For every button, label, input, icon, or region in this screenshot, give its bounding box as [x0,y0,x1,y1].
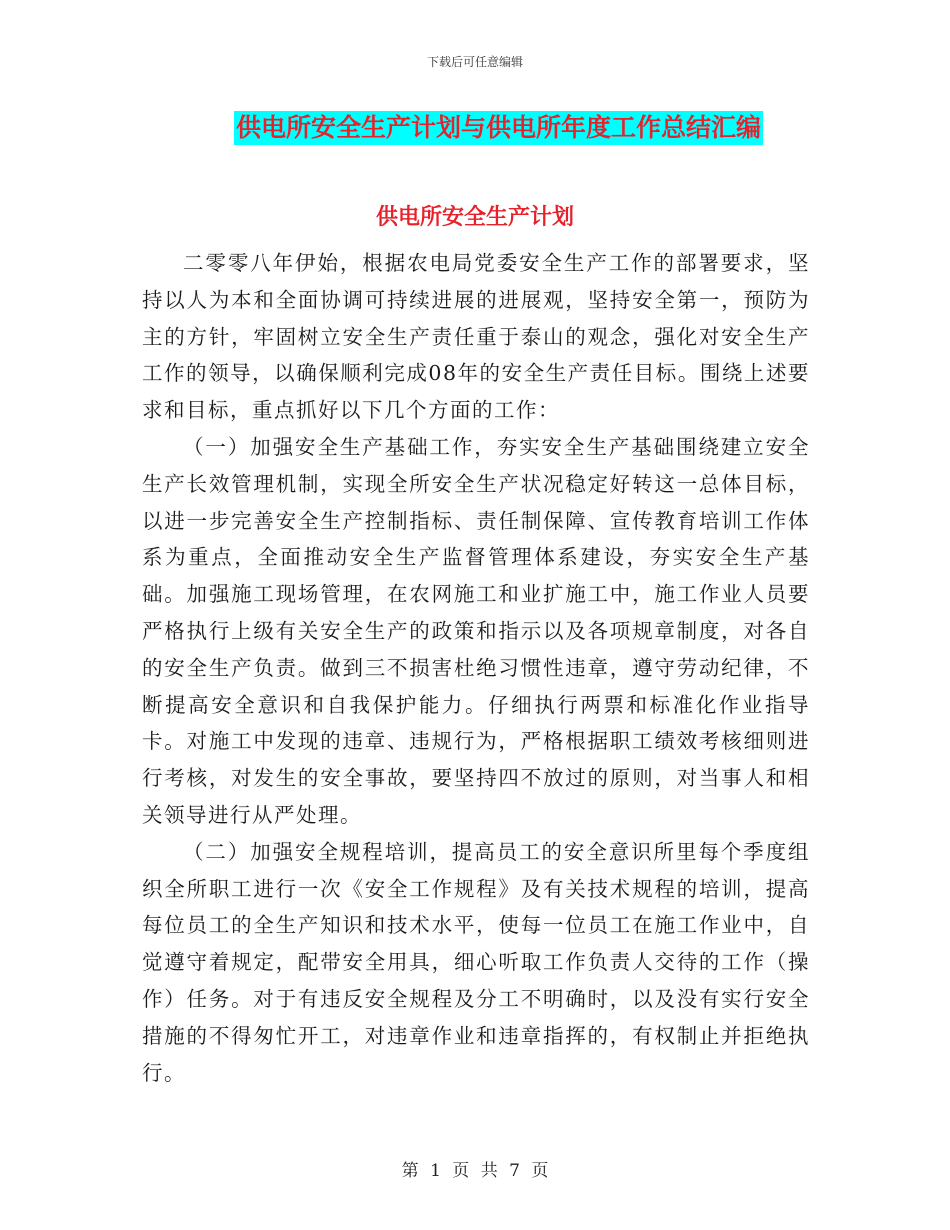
document-title-container [0,111,950,145]
document-body [142,245,810,1091]
paragraph-item-2: （二）加强安全规程培训，提高员工的安全意识所里每个季度组织全所职工进行一次《安全工作规程》及有关技术规程的培训，提高每位员工的全生产知识和技术水平，使每一位员工在施工作业中，自觉遵守着规定，配带安全用具，细心听取工作负责人交待的工作（操作）任务。对于有违反安全规程及分工不明确时，以及没有实行安全措施的不得匆忙开工，对违章作业和违章指挥的，有权制止并拒绝执行。 [142,839,810,1085]
paragraph-intro: 二零零八年伊始，根据农电局党委安全生产工作的部署要求，坚持以人为本和全面协调可持续进展的进展观，坚持安全第一，预防为主的方针，牢固树立安全生产责任重于泰山的观念，强化对安全生产工作的领导，以确保顺利完成08年的安全生产责任目标。围绕上述要求和目标，重点抓好以下几个方面的工作： [142,251,810,423]
document-title: 供电所安全生产计划与供电所年度工作总结汇编 [234,111,763,145]
header-note: 下载后可任意编辑 [426,55,523,69]
page-indicator: 第 1 页 共 7 页 [401,1161,549,1181]
section-title: 供电所安全生产计划 [375,204,574,230]
paragraph-item-1: （一）加强安全生产基础工作，夯实安全生产基础围绕建立安全生产长效管理机制，实现全所安全生产状况稳定好转这一总体目标，以进一步完善安全生产控制指标、责任制保障、宣传教育培训工作体系为重点，全面推动安全生产监督管理体系建设，夯实安全生产基础。加强施工现场管理，在农网施工和业扩施工中，施工作业人员要严格执行上级有关安全生产的政策和指示以及各项规章制度，对各自的安全生产负责。做到三不损害杜绝习惯性违章，遵守劳动纪律，不断提高安全意识和自我保护能力。仔细执行两票和标准化作业指导卡。对施工中发现的违章、违规行为，严格根据职工绩效考核细则进行考核，对发生的安全事故，要坚持四不放过的原则，对当事人和相关领导进行从严处理。 [142,434,810,827]
